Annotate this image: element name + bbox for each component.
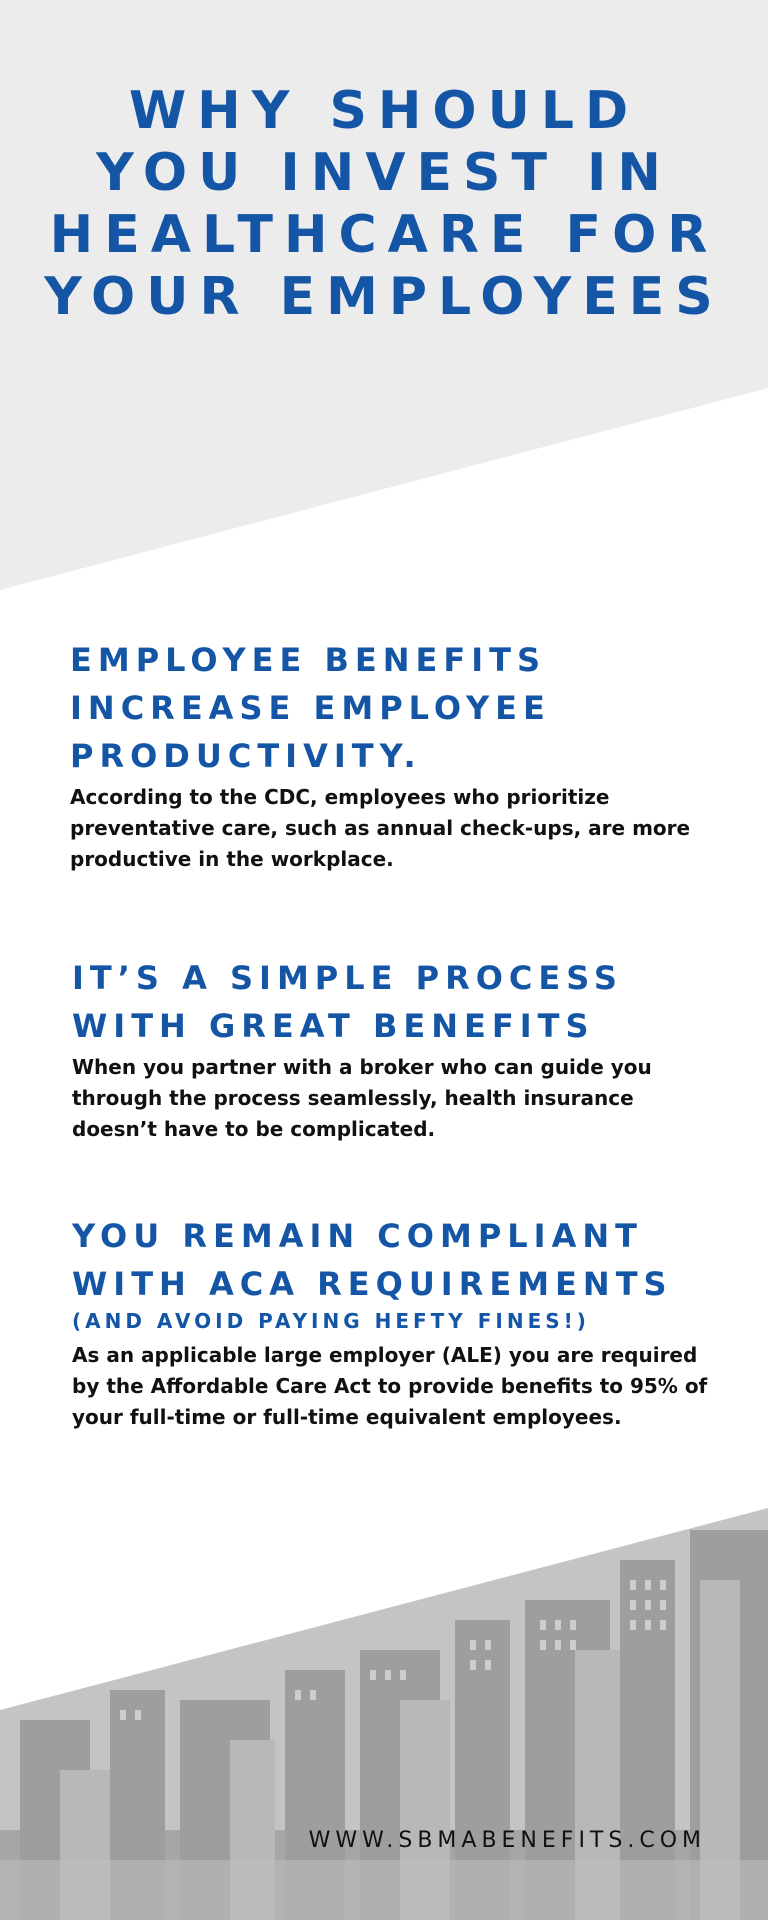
section-body: According to the CDC, employees who prioritize preventative care, such as annual check-ups, are more productive in the workplace. [70, 785, 691, 871]
section-heading: IT’S A SIMPLE PROCESS WITH GREAT BENEFITS [72, 959, 623, 1045]
section-heading: YOU REMAIN COMPLIANT WITH ACA REQUIREMENTS [72, 1217, 673, 1303]
section-body: When you partner with a broker who can guide you through the process seamlessly, health insurance doesn’t have to be complicated. [72, 1055, 652, 1141]
section-simple-process [72, 954, 712, 1145]
section-body: As an applicable large employer (ALE) you are required by the Affordable Care Act to provide benefits to 95% of your full-time or full-time equivalent employees. [72, 1343, 708, 1429]
section-heading: EMPLOYEE BENEFITS INCREASE EMPLOYEE PRODUCTIVITY. [70, 641, 551, 775]
section-aca-compliance [72, 1212, 712, 1433]
website-url: WWW.SBMABENEFITS.COM [308, 1828, 706, 1853]
section-subheading: (AND AVOID PAYING HEFTY FINES!) [72, 1309, 590, 1333]
page-title: WHY SHOULD YOU INVEST IN HEALTHCARE FOR YOUR EMPLOYEES [44, 81, 724, 327]
section-productivity [70, 636, 710, 875]
city-skyline-image [0, 1500, 768, 1920]
